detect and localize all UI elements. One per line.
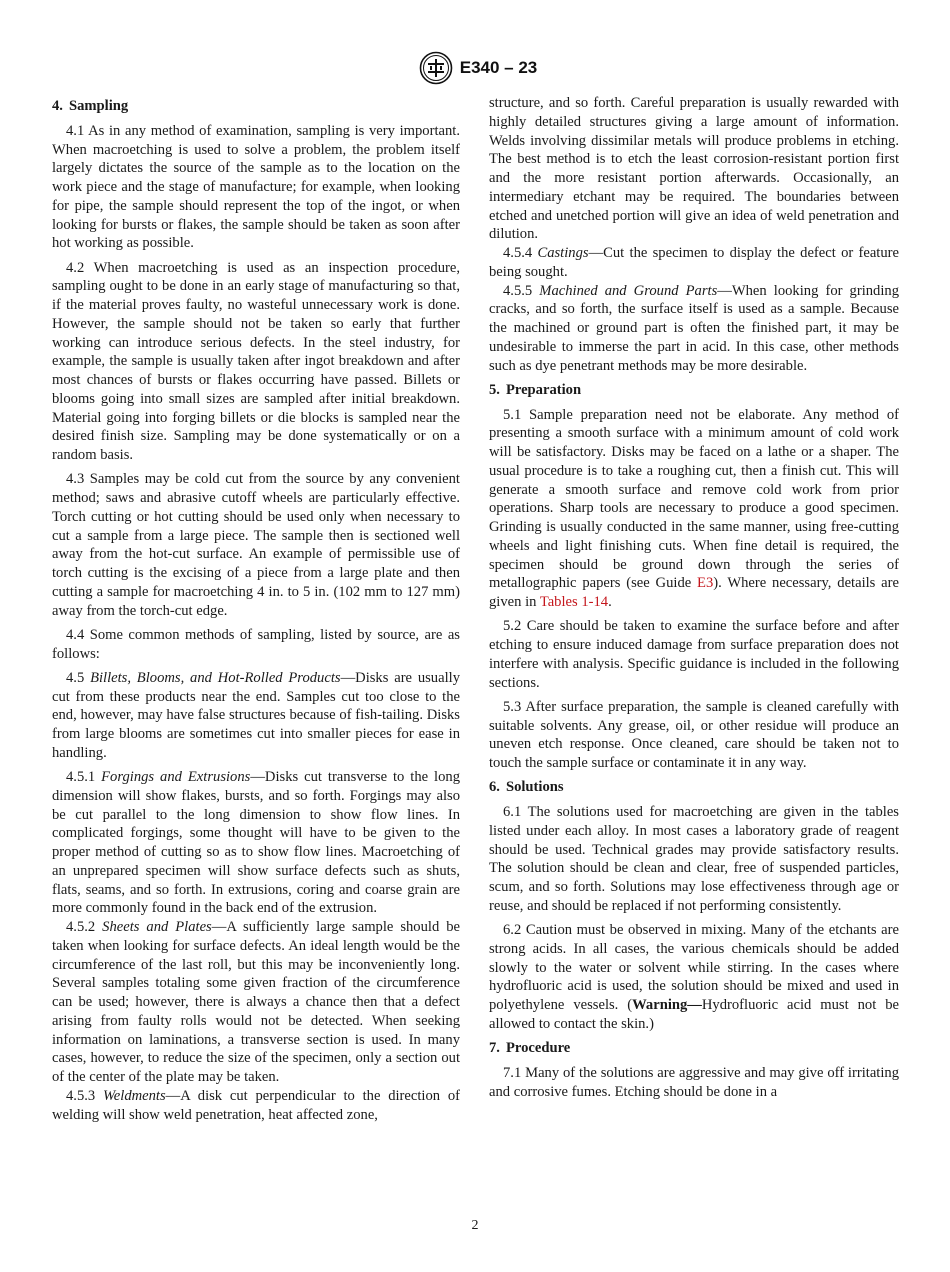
page-number: 2 <box>471 1218 479 1233</box>
paragraph-4-5-5 <box>489 282 899 376</box>
guide-e3-link[interactable]: E3 <box>697 575 714 592</box>
paragraph-4-5 <box>52 669 460 763</box>
section-number: 7. <box>489 1040 500 1056</box>
clause-text: —Cut the specimen to display the defect or feature being sought. <box>489 245 899 280</box>
paragraph-6-2 <box>489 921 899 1034</box>
clause-text: —A sufficiently large sample should be taken when looking for surface defects. An ideal length would be the circumference of the last roll, but this may be inconveniently long. Several samples totaling some given fraction of the circumference can be used; however, there is always a chance then that a defect arising from faulty rolls would not be detected. When seeking information on laminations, a transverse section is used. In many cases, however, to reduce the size of the specimen, only a section out of the center of the plate may be taken. <box>52 919 460 1085</box>
paragraph-4-3: 4.3 Samples may be cold cut from the source by any convenient method; saws and abrasive cutoff wheels are particularly effective. Torch cutting or hot cutting should be used only when necessary to cut a sample from a large piece. The sample then is sectioned well away from the hot-cut surface. An example of permissible use of torch cutting is the excising of a piece from a large plate and then cutting a sample for macroetching 4 in. to 5 in. (102 mm to 127 mm) away from the torch-cut edge. <box>52 471 460 619</box>
clause-number: 4.5.2 <box>66 919 96 935</box>
paragraph-4-5-3 <box>52 1087 460 1125</box>
clause-text: —When looking for grinding cracks, and so forth, the surface itself is used as a sample. Because the machined or ground part is often the finished part, it may be undesirable to immerse the part in acid. In this case, other methods such as dye penetrant methods may be more desirable. <box>489 282 900 374</box>
paragraph-5-1 <box>489 406 899 612</box>
section-number: 4. <box>52 98 63 114</box>
clause-title: Sheets and Plates <box>102 919 212 935</box>
section-title: Solutions <box>505 779 564 796</box>
left-column <box>52 94 460 1124</box>
clause-title: Machined and Ground Parts <box>539 282 718 299</box>
section-heading-sampling <box>52 97 460 116</box>
paragraph-text: 5.1 Sample preparation need not be elaborate. Any method of presenting a smooth surface with a minimum amount of cold work will be satisfactory. Disks may be faced on a lathe or a shaper. The usual procedure is to take a roughing cut, then a finish cut. This will generate a smooth surface and remove cold work from prior operations. Sharp tools are necessary to produce a good specimen. Grinding is usually conducted in the same manner, using free-cutting wheels and light finishing cuts. When fine detail is required, the specimen should be ground down through the series of metallographic papers (see Guide <box>489 406 899 592</box>
paragraph-4-1: 4.1 As in any method of examination, sampling is very important. When macroetching is used to solve a problem, the problem itself largely dictates the source of the sample as to the location on the work piece and the stage of manufacture; for example, when looking for pipe, the sample should represent the top of the ingot, or when looking for bursts or flakes, the sample should be taken as soon after hot working as possible. <box>52 122 460 252</box>
clause-number: 4.5.4 <box>503 245 533 261</box>
paragraph-text: . <box>608 594 612 610</box>
section-number: 5. <box>489 381 500 398</box>
clause-title: Castings <box>537 245 589 261</box>
section-title: Procedure <box>505 1040 571 1056</box>
section-heading-preparation <box>489 381 899 400</box>
tables-link[interactable]: Tables 1-14 <box>539 594 609 610</box>
paragraph-text: ). Where necessary, details are given in <box>489 575 899 610</box>
page-footer <box>0 1218 950 1234</box>
paragraph-4-5-1 <box>52 768 460 918</box>
astm-logo-icon <box>419 51 453 85</box>
paragraph-4-5-4 <box>489 244 899 282</box>
paragraph-6-1: 6.1 The solutions used for macroetching are given in the tables listed under each alloy. In most cases a laboratory grade of reagent should be used. Technical grades may provide satisfactory results. The solution should be clean and clear, free of suspended particles, scum, and so forth. Solutions may lose effectiveness through age or reuse, and should be replaced if not performing consistently. <box>489 804 899 914</box>
clause-text: —Disks cut transverse to the long dimension will show flakes, bursts, and so forth. Forgings may also be cut parallel to the long dimension to show flow lines. In complicated forgings, some thought will have to be given to the proper method of cutting so as to show flow lines. Macroetching of an unprepared specimen will show surface defects such as shuts, flats, seams, and so forth. In extrusions, coring and coarse grain are more commonly found in the back end of the extrusion. <box>52 769 461 917</box>
section-heading-procedure <box>489 1039 899 1058</box>
clause-number: 4.5 <box>66 669 85 686</box>
document-id: E340 – 23 <box>459 58 538 77</box>
clause-title: Forgings and Extrusions <box>101 769 251 785</box>
clause-title: Billets, Blooms, and Hot-Rolled Products <box>90 669 341 686</box>
paragraph-4-5-3-continued: structure, and so forth. Careful preparation is usually rewarded with highly detailed structures giving a large amount of information. Welds involving dissimilar metals will produce problems in etching. The best method is to etch the least corrosion-resistant portion first and the more resistant portion afterwards. Occasionally, an intermediary etchant may be required. The boundaries between etched and unetched portion will give an idea of weld penetration and dilution. <box>489 95 899 243</box>
header-group <box>419 51 538 85</box>
paragraph-5-2: 5.2 Care should be taken to examine the surface before and after etching to ensure induced damage from surface preparation does not interfere with analysis. Specific guidance is included in the following sections. <box>489 618 899 691</box>
paragraph-4-4: 4.4 Some common methods of sampling, listed by source, are as follows: <box>52 626 460 662</box>
section-heading-solutions <box>489 778 899 797</box>
paragraph-7-1: 7.1 Many of the solutions are aggressive and may give off irritating and corrosive fumes. Etching should be done in a <box>489 1064 899 1100</box>
warning-label: Warning— <box>632 997 702 1013</box>
section-title: Preparation <box>505 381 582 398</box>
clause-title: Weldments <box>102 1087 166 1104</box>
paragraph-text: Hydrofluoric acid must not be allowed to contact the skin.) <box>489 997 899 1032</box>
clause-number: 4.5.5 <box>503 282 533 299</box>
clause-number: 4.5.3 <box>66 1087 96 1104</box>
paragraph-4-5-2 <box>52 918 460 1087</box>
clause-number: 4.5.1 <box>66 769 96 785</box>
clause-text: —Disks are usually cut from these products near the end. Samples cut too close to the end, however, may have false structures because of fish-tailing. Disks from large blooms are sometimes cut into smaller pieces for ease in handling. <box>52 669 460 761</box>
paragraph-4-2: 4.2 When macroetching is used as an inspection procedure, sampling ought to be done in an early stage of manufacturing so that, if the material proves faulty, no wasteful unnecessary work is done. However, the sample should not be taken so early that further working can introduce serious defects. In the steel industry, for example, the sample is usually taken after ingot breakdown and after most chances of bursts or flakes occurring have passed. Billets or blooms going into small sizes are sampled after initial breakdown. Material going into forging billets or die blocks is sampled near the desired finish size. Sampling may be done systematically or on a random basis. <box>52 259 460 463</box>
clause-text: —A disk cut perpendicular to the direction of welding will show weld penetration, heat affected zone, <box>52 1087 460 1123</box>
page-header <box>0 50 950 86</box>
paragraph-text: 6.2 Caution must be observed in mixing. Many of the etchants are strong acids. In all cases, the various chemicals should be added slowly to the water or solvent while stirring. In the cases where hydrofluoric acid is used, the solution should be mixed and used in polyethylene vessels. ( <box>489 922 899 1013</box>
section-title: Sampling <box>68 98 129 114</box>
section-number: 6. <box>489 779 500 796</box>
right-column <box>489 94 899 1107</box>
paragraph-5-3: 5.3 After surface preparation, the sample is cleaned carefully with suitable solvents. Any grease, oil, or other residue will produce an uneven etch response. Once cleaned, care should be taken not to touch the sample surface or contaminate it in any way. <box>489 698 899 771</box>
